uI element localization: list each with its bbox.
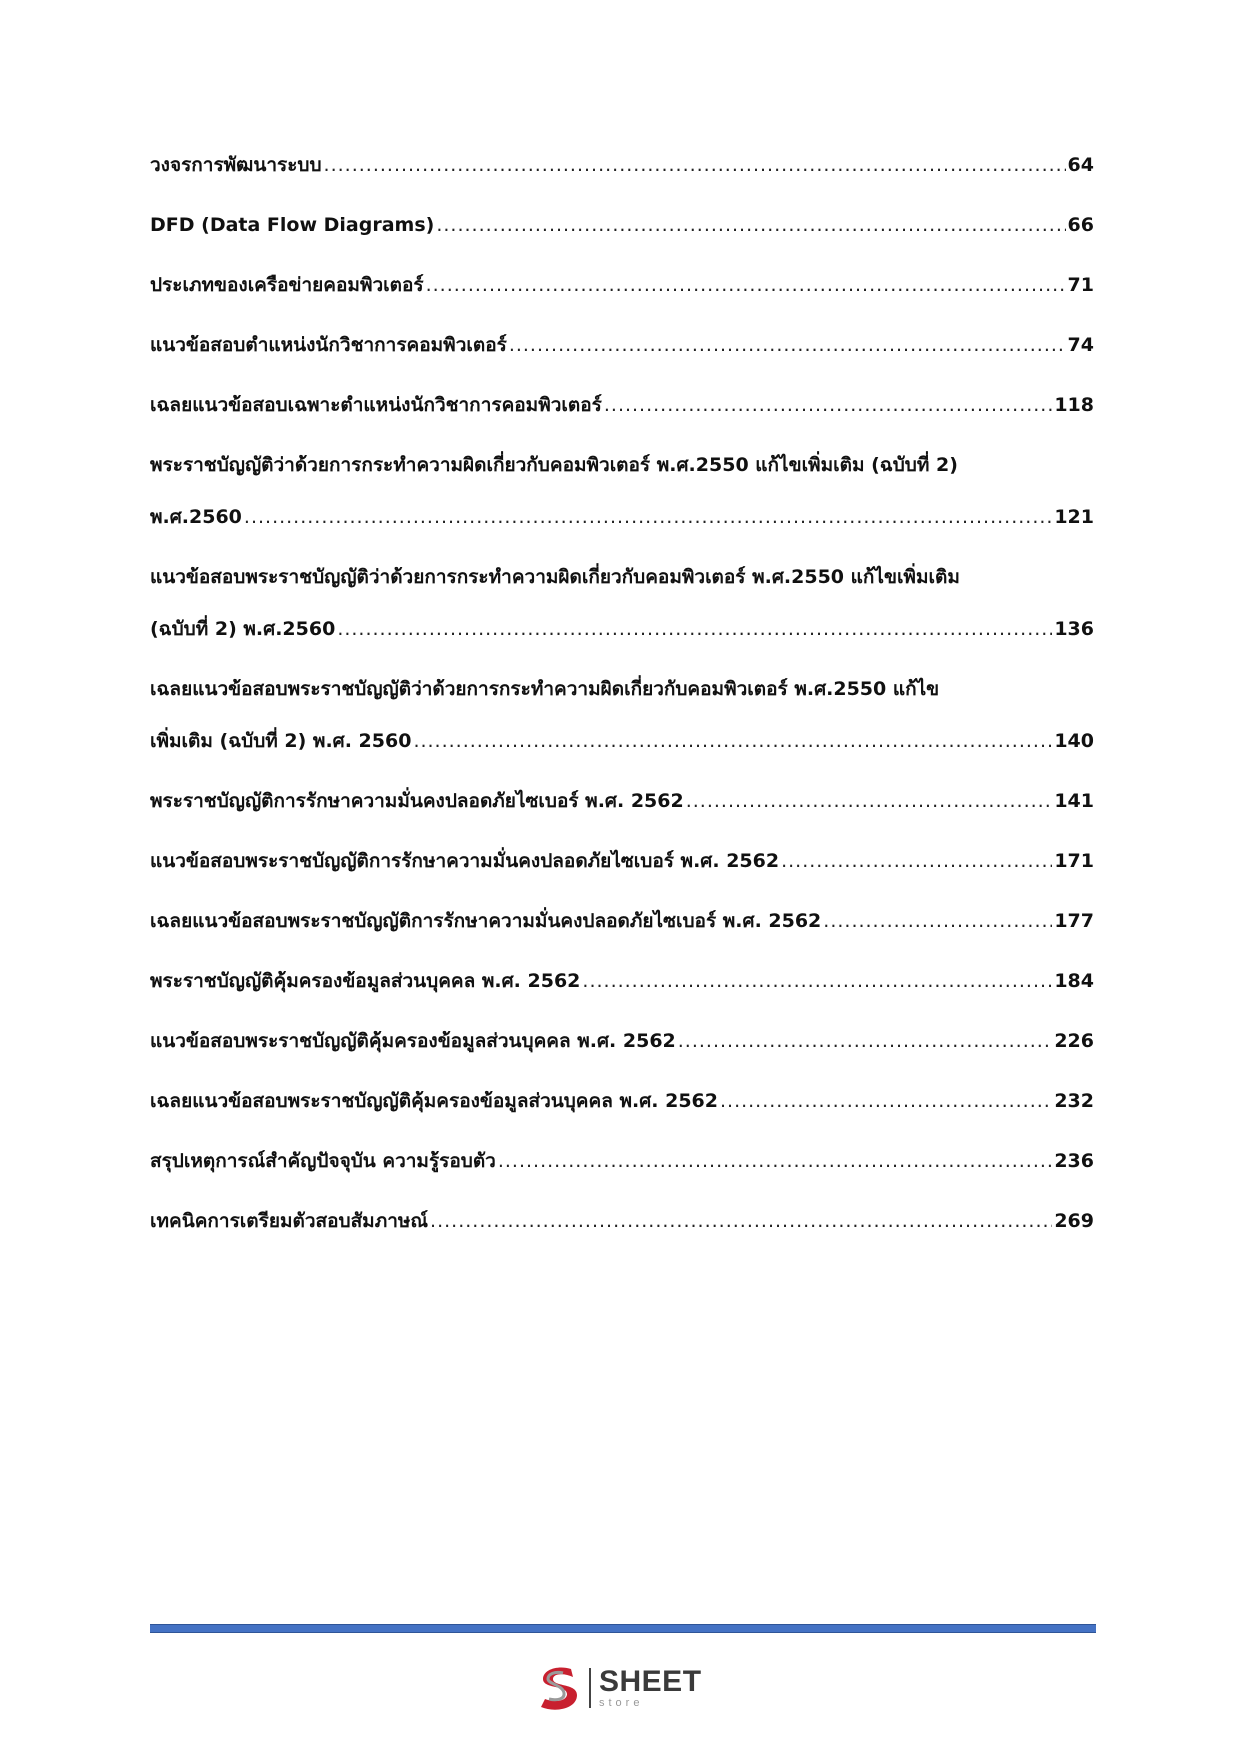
toc-entry-page: 177	[1054, 910, 1094, 932]
toc-entry-title-cont: (ฉบับที่ 2) พ.ศ.2560	[150, 618, 336, 640]
toc-entry-title: เฉลยแนวข้อสอบพระราชบัญญัติการรักษาความมั่นคงปลอดภัยไซเบอร์ พ.ศ. 2562	[150, 910, 822, 932]
toc-entry[interactable]	[150, 150, 1094, 180]
logo-divider	[589, 1668, 591, 1708]
toc-entry[interactable]	[150, 390, 1094, 420]
toc-entry-title: เฉลยแนวข้อสอบพระราชบัญญัติว่าด้วยการกระทำความผิดเกี่ยวกับคอมพิวเตอร์ พ.ศ.2550 แก้ไข	[150, 678, 940, 700]
toc-entry-title: เทคนิคการเตรียมตัวสอบสัมภาษณ์	[150, 1210, 429, 1232]
dot-leader	[498, 1146, 1052, 1176]
toc-entry[interactable]	[150, 1026, 1094, 1056]
toc-entry-title: สรุปเหตุการณ์สำคัญปัจจุบัน ความรู้รอบตัว	[150, 1150, 496, 1172]
dot-leader	[426, 270, 1066, 300]
toc-entry[interactable]	[150, 1206, 1094, 1236]
toc-entry-title: เฉลยแนวข้อสอบเฉพาะตำแหน่งนักวิชาการคอมพิวเตอร์	[150, 394, 602, 416]
toc-entry-title: ประเภทของเครือข่ายคอมพิวเตอร์	[150, 274, 424, 296]
toc-entry[interactable]	[150, 966, 1094, 996]
toc-entry-title: พระราชบัญญัติคุ้มครองข้อมูลส่วนบุคคล พ.ศ. 2562	[150, 970, 581, 992]
toc-entry-page: 232	[1054, 1090, 1094, 1112]
toc-entry[interactable]	[150, 210, 1094, 240]
toc-entry-page: 71	[1067, 274, 1094, 296]
toc-entry[interactable]	[150, 846, 1094, 876]
toc-entry[interactable]	[150, 786, 1094, 816]
toc-entry-title-cont: พ.ศ.2560	[150, 506, 242, 528]
dot-leader	[244, 502, 1052, 532]
toc-entry-title-cont: เพิ่มเติม (ฉบับที่ 2) พ.ศ. 2560	[150, 730, 412, 752]
toc-entry-page: 141	[1054, 790, 1094, 812]
toc-entry[interactable]	[150, 330, 1094, 360]
dot-leader	[720, 1086, 1052, 1116]
toc-entry-page: 136	[1054, 618, 1094, 640]
toc-entry-page: 74	[1067, 334, 1094, 356]
toc-entry[interactable]	[150, 450, 1094, 532]
dot-leader	[324, 150, 1066, 180]
dot-leader	[686, 786, 1053, 816]
toc-entry[interactable]	[150, 1086, 1094, 1116]
toc-entry-page: 121	[1054, 506, 1094, 528]
dot-leader	[604, 390, 1052, 420]
toc-entry[interactable]	[150, 562, 1094, 644]
toc-entry-title: พระราชบัญญัติว่าด้วยการกระทำความผิดเกี่ยวกับคอมพิวเตอร์ พ.ศ.2550 แก้ไขเพิ่มเติม (ฉบับที่ 2)	[150, 454, 958, 476]
toc-entry[interactable]	[150, 1146, 1094, 1176]
toc-entry-title: แนวข้อสอบตำแหน่งนักวิชาการคอมพิวเตอร์	[150, 334, 507, 356]
toc-entry-page: 66	[1067, 214, 1094, 236]
toc-entry-title: วงจรการพัฒนาระบบ	[150, 154, 322, 176]
dot-leader	[509, 330, 1066, 360]
toc-entry-title: เฉลยแนวข้อสอบพระราชบัญญัติคุ้มครองข้อมูลส่วนบุคคล พ.ศ. 2562	[150, 1090, 718, 1112]
toc-entry[interactable]	[150, 674, 1094, 756]
dot-leader	[337, 614, 1052, 644]
table-of-contents	[150, 150, 1094, 1266]
sheet-store-logo-icon	[533, 1663, 585, 1713]
toc-entry-page: 171	[1054, 850, 1094, 872]
toc-entry-page: 236	[1054, 1150, 1094, 1172]
toc-entry-title: แนวข้อสอบพระราชบัญญัติการรักษาความมั่นคงปลอดภัยไซเบอร์ พ.ศ. 2562	[150, 850, 780, 872]
toc-entry-title: แนวข้อสอบพระราชบัญญัติคุ้มครองข้อมูลส่วนบุคคล พ.ศ. 2562	[150, 1030, 676, 1052]
toc-entry-title: DFD (Data Flow Diagrams)	[150, 214, 435, 236]
toc-entry-title: แนวข้อสอบพระราชบัญญัติว่าด้วยการกระทำความผิดเกี่ยวกับคอมพิวเตอร์ พ.ศ.2550 แก้ไขเพิ่มเติม	[150, 566, 960, 588]
sheet-store-logo	[533, 1663, 702, 1713]
toc-entry-page: 226	[1054, 1030, 1094, 1052]
footer-divider-bar	[150, 1624, 1096, 1633]
toc-entry-page: 269	[1054, 1210, 1094, 1232]
dot-leader	[430, 1206, 1052, 1236]
toc-entry-page: 184	[1054, 970, 1094, 992]
logo-subtext: store	[599, 1697, 644, 1709]
toc-entry[interactable]	[150, 906, 1094, 936]
dot-leader	[781, 846, 1052, 876]
dot-leader	[823, 906, 1052, 936]
toc-entry[interactable]	[150, 270, 1094, 300]
logo-text	[599, 1667, 702, 1709]
dot-leader	[678, 1026, 1053, 1056]
logo-wordmark: SHEET	[599, 1665, 702, 1698]
dot-leader	[413, 726, 1052, 756]
dot-leader	[582, 966, 1052, 996]
toc-entry-page: 118	[1054, 394, 1094, 416]
toc-entry-page: 64	[1067, 154, 1094, 176]
toc-entry-page: 140	[1054, 730, 1094, 752]
toc-entry-title: พระราชบัญญัติการรักษาความมั่นคงปลอดภัยไซเบอร์ พ.ศ. 2562	[150, 790, 684, 812]
dot-leader	[436, 210, 1065, 240]
